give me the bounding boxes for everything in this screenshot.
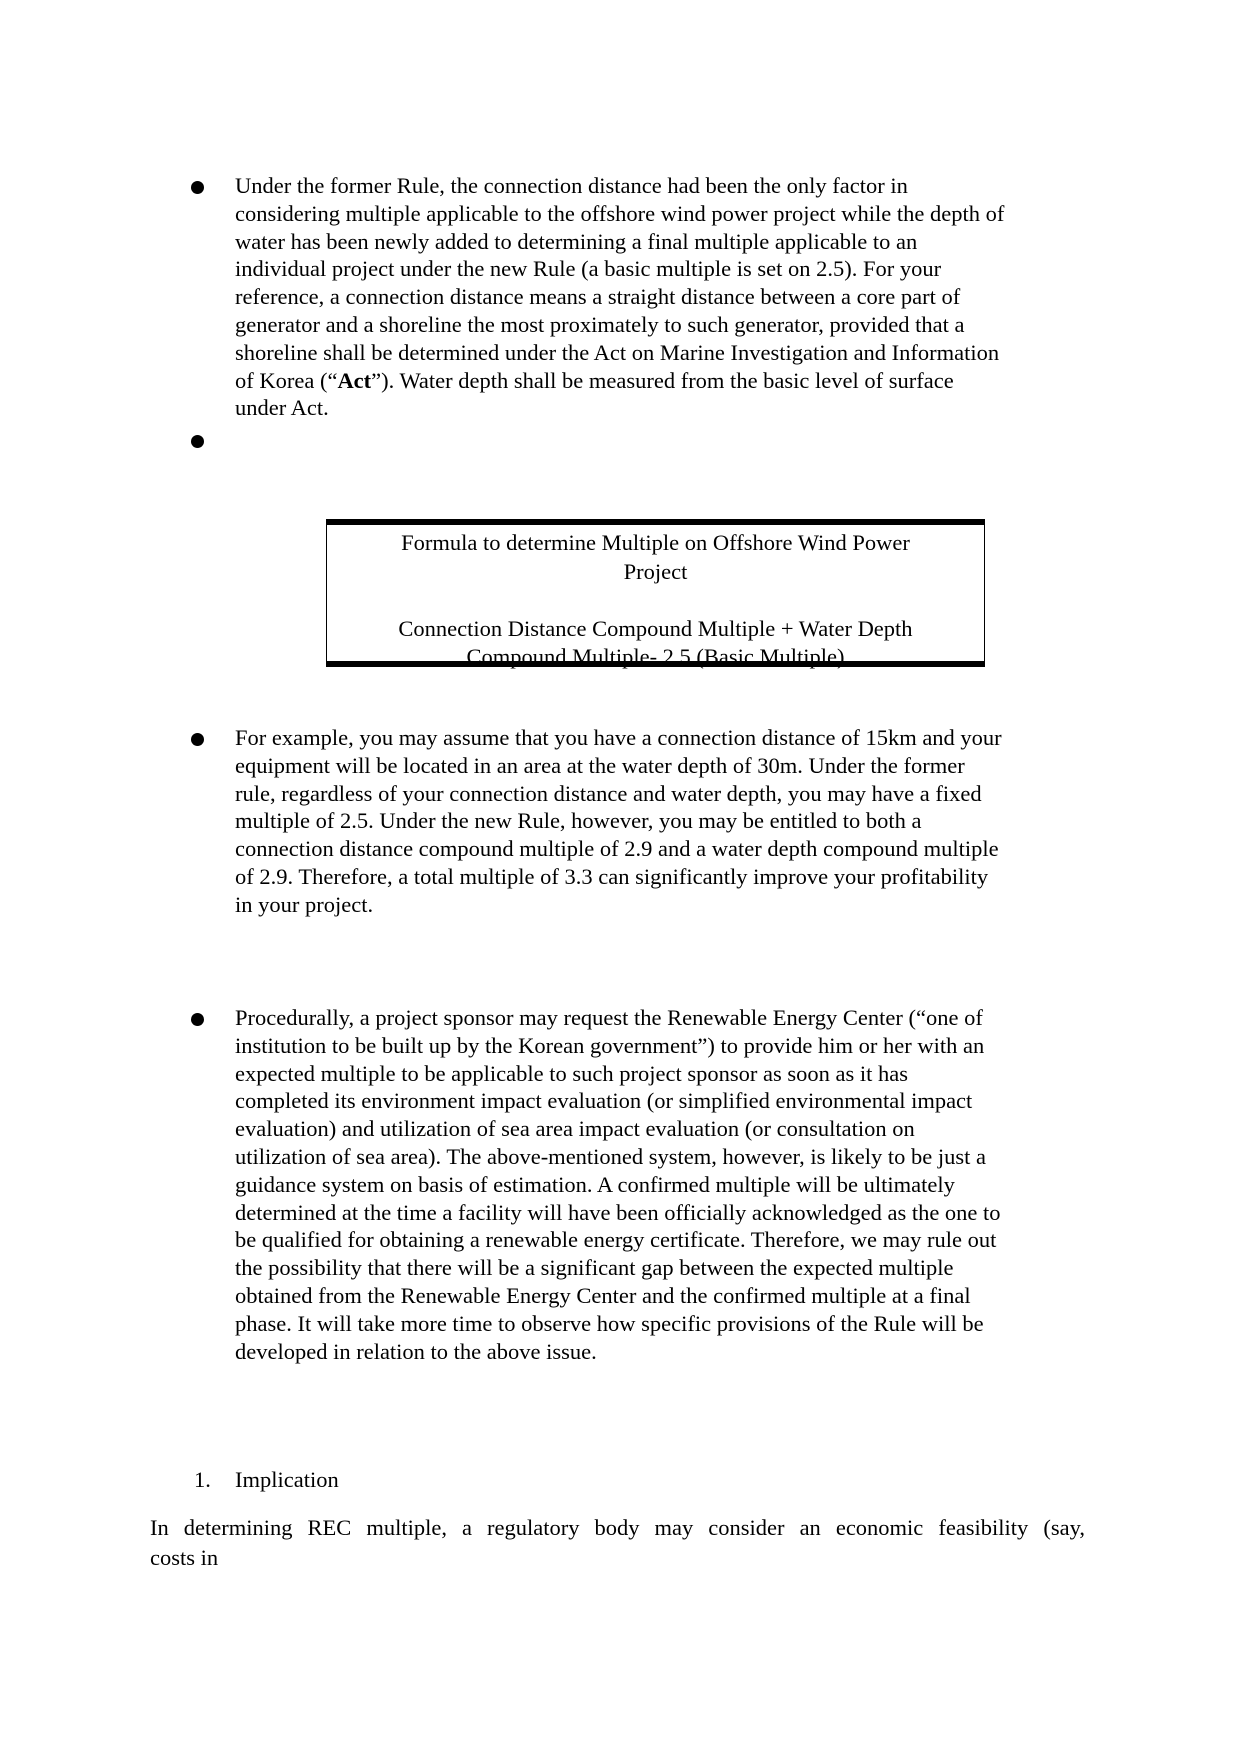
- text-line: completed its environment impact evaluation (or simplified environmental impact: [235, 1088, 973, 1114]
- text-line: generator and a shoreline the most proximately to such generator, provided that a: [235, 311, 965, 337]
- text-line: guidance system on basis of estimation. A confirmed multiple will be ultimately: [235, 1171, 955, 1197]
- formula-box: [326, 519, 985, 667]
- text-line: shoreline shall be determined under the Act on Marine Investigation and Information: [235, 339, 1000, 365]
- text-line: developed in relation to the above issue.: [235, 1338, 597, 1364]
- formula-expression: Connection Distance Compound Multiple + Water Depth: [398, 615, 913, 641]
- text-line: connection distance compound multiple of 2.9 and a water depth compound multiple: [235, 836, 999, 862]
- text-line: rule, regardless of your connection distance and water depth, you may have a fixed: [235, 780, 982, 806]
- text-line: in your project.: [235, 891, 374, 917]
- bullet-icon: [191, 733, 204, 746]
- text-line: evaluation) and utilization of sea area impact evaluation (or consultation on: [235, 1116, 915, 1142]
- text-line: Procedurally, a project sponsor may request the Renewable Energy Center (“one of: [235, 1005, 983, 1030]
- spacer: [327, 586, 984, 615]
- text-line: phase. It will take more time to observe how specific provisions of the Rule will be: [235, 1310, 984, 1336]
- formula-expression-cont: Compound Multiple- 2.5 (Basic Multiple): [466, 644, 845, 669]
- bullet-icon: [191, 181, 204, 194]
- text-line: water has been newly added to determining a final multiple applicable to an: [235, 228, 918, 254]
- formula-title-cont: Project: [623, 558, 688, 584]
- bullet-text: [235, 172, 1105, 422]
- section-title: Implication: [235, 1467, 339, 1492]
- text-line: under Act.: [235, 395, 329, 421]
- text-line: multiple of 2.5. Under the new Rule, however, you may be entitled to both a: [235, 808, 922, 834]
- text-line: the possibility that there will be a significant gap between the expected multiple: [235, 1255, 954, 1281]
- text-fragment: ”). Water depth shall be measured from the basic level of surface: [371, 367, 954, 393]
- text-fragment: of Korea (“: [235, 367, 338, 393]
- body-paragraph: [150, 1514, 1085, 1574]
- text-line: costs in: [150, 1545, 219, 1570]
- bullet-text: [235, 724, 1105, 919]
- text-line: obtained from the Renewable Energy Center and the confirmed multiple at a final: [235, 1282, 971, 1308]
- text-line: utilization of sea area). The above-mentioned system, however, is likely to be just a: [235, 1143, 986, 1169]
- section-heading: [194, 1466, 339, 1494]
- defined-term-act: Act: [337, 367, 372, 393]
- bullet-icon: [191, 435, 204, 448]
- text-line: reference, a connection distance means a straight distance between a core part of: [235, 284, 961, 310]
- text-line: equipment will be located in an area at the water depth of 30m. Under the former: [235, 752, 965, 778]
- bullet-icon: [191, 1013, 204, 1026]
- bullet-text: [235, 1004, 1105, 1365]
- text-line: [235, 367, 1105, 395]
- section-number: 1.: [194, 1467, 211, 1492]
- text-line: be qualified for obtaining a renewable energy certificate. Therefore, we may rule out: [235, 1227, 997, 1253]
- text-line: In determining REC multiple, a regulatory body may consider an economic feasibility (say,: [150, 1515, 1085, 1540]
- text-line: Under the former Rule, the connection distance had been the only factor in: [235, 173, 908, 198]
- text-line: considering multiple applicable to the offshore wind power project while the depth of: [235, 200, 1005, 226]
- text-line: determined at the time a facility will have been officially acknowledged as the one to: [235, 1199, 1001, 1225]
- text-line: individual project under the new Rule (a basic multiple is set on 2.5). For your: [235, 256, 942, 282]
- text-line: expected multiple to be applicable to such project sponsor as soon as it has: [235, 1060, 908, 1086]
- text-line: For example, you may assume that you have a connection distance of 15km and your: [235, 725, 1002, 750]
- formula-title: Formula to determine Multiple on Offshore Wind Power: [401, 530, 910, 555]
- text-line: of 2.9. Therefore, a total multiple of 3.3 can significantly improve your profitability: [235, 863, 989, 889]
- text-line: institution to be built up by the Korean government”) to provide him or her with an: [235, 1032, 985, 1058]
